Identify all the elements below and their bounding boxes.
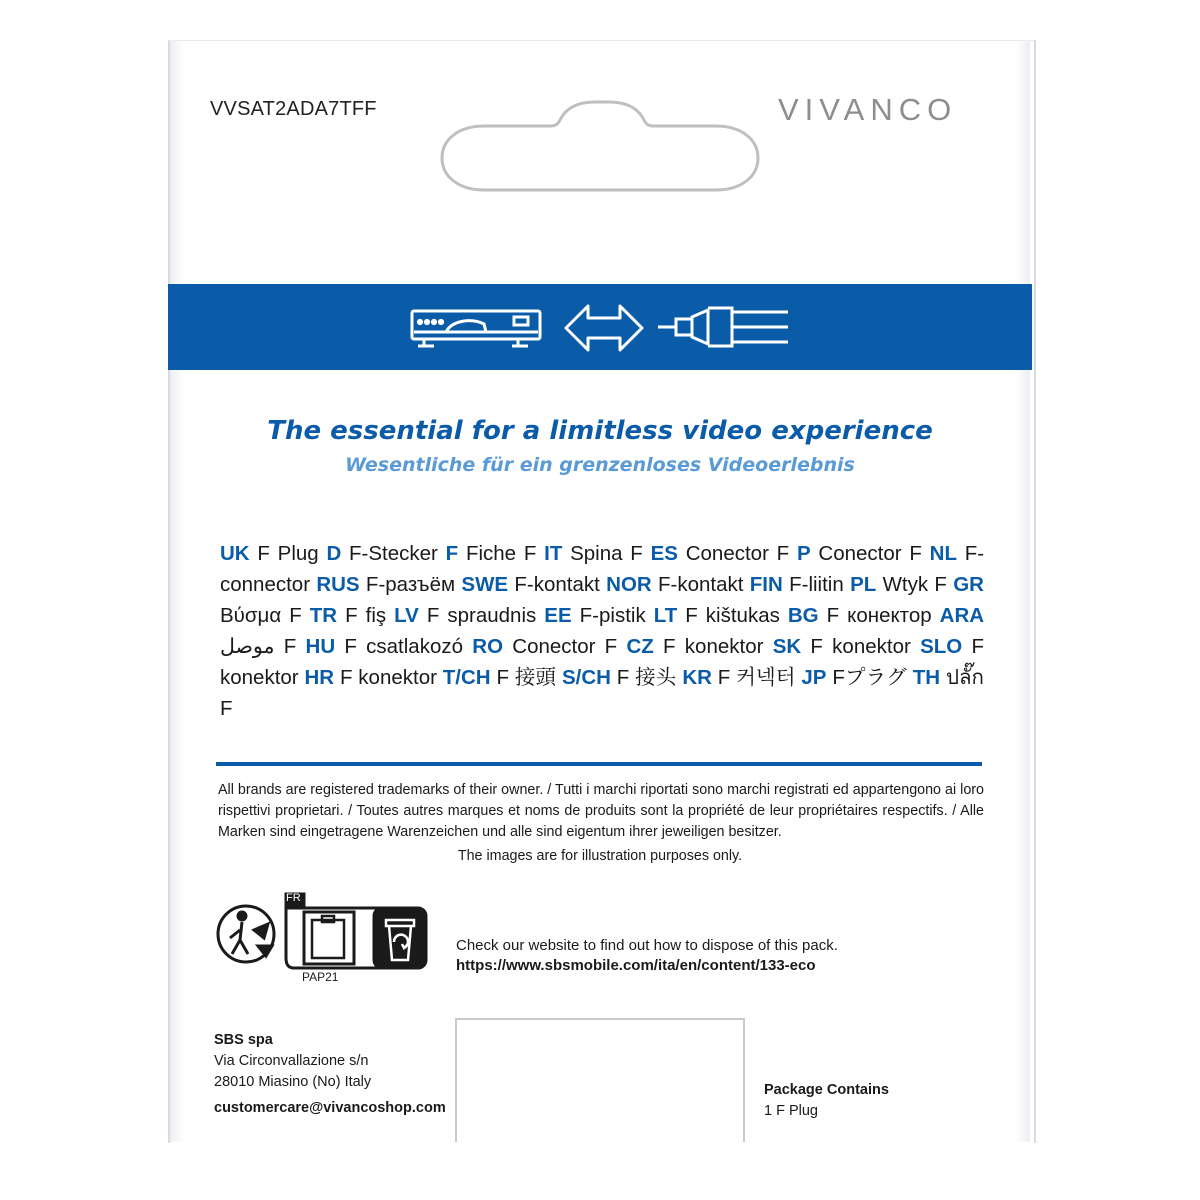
- lang-code: F: [445, 542, 459, 565]
- lang-code: D: [326, 542, 342, 565]
- lang-text: F spraudnis: [426, 604, 537, 627]
- card-edge-shadow-right: [1016, 40, 1030, 1142]
- lang-text: Conector F: [685, 542, 790, 565]
- lang-code: SLO: [920, 635, 963, 658]
- lang-code: KR: [682, 666, 712, 689]
- lang-text: F-kontakt: [658, 573, 744, 596]
- brand-logo: VIVANCO: [778, 92, 958, 127]
- package-item: 1 F Plug: [764, 1103, 818, 1119]
- recycling-info-icons: [214, 890, 434, 972]
- bidirectional-arrow-icon: [566, 306, 642, 350]
- lang-text: Βύσμα F: [220, 604, 302, 627]
- triman-recycling-icon: [218, 906, 274, 962]
- lang-text: F konektor: [810, 635, 911, 658]
- lang-code: LT: [653, 604, 678, 627]
- company-address: [214, 1030, 371, 1093]
- lang-code: UK: [220, 542, 250, 565]
- material-code: PAP21: [302, 970, 339, 984]
- lang-code: SWE: [461, 573, 509, 596]
- lang-text: Conector F: [512, 635, 618, 658]
- company-city: 28010 Miasino (No) Italy: [214, 1074, 372, 1090]
- lang-text: F kištukas: [685, 604, 780, 627]
- lang-code: TR: [309, 604, 338, 627]
- lang-code: NL: [929, 542, 957, 565]
- set-top-box-icon: [412, 311, 540, 346]
- disposal-info: [456, 936, 838, 976]
- connection-banner: [168, 284, 1032, 370]
- package-title: Package Contains: [764, 1082, 889, 1098]
- lang-code: HR: [304, 666, 335, 689]
- pack-panel: [286, 894, 426, 968]
- company-street: Via Circonvallazione s/n: [214, 1053, 369, 1069]
- lang-text: Fプラグ: [832, 666, 907, 689]
- headline-english: The essential for a limitless video experience: [267, 416, 933, 446]
- lang-code: RUS: [316, 573, 360, 596]
- illustration-disclaimer: The images are for illustration purposes only.: [457, 848, 743, 864]
- lang-code: RO: [472, 635, 504, 658]
- lang-text: F konektor: [663, 635, 764, 658]
- product-window: [455, 1018, 745, 1142]
- lang-text: F конектор: [826, 604, 932, 627]
- lang-text: F-kontakt: [514, 573, 600, 596]
- product-sku: VVSAT2ADA7TFF: [210, 98, 377, 120]
- lang-code: SK: [772, 635, 802, 658]
- lang-text: موصل F: [220, 635, 297, 658]
- lang-code: P: [796, 542, 811, 565]
- lang-code: EE: [544, 604, 572, 627]
- lang-text: F-Stecker: [349, 542, 438, 565]
- disposal-link[interactable]: https://www.sbsmobile.com/ita/en/content/133-eco: [456, 957, 816, 974]
- lang-code: JP: [801, 666, 827, 689]
- lang-text: F csatlakozó: [344, 635, 464, 658]
- lang-code: PL: [850, 573, 877, 596]
- customer-care-email[interactable]: customercare@vivancoshop.com: [214, 1100, 446, 1116]
- lang-text: F konektor: [339, 666, 437, 689]
- lang-code: HU: [305, 635, 336, 658]
- lang-text: Fiche F: [465, 542, 537, 565]
- lang-code: T/CH: [442, 666, 491, 689]
- lang-code: IT: [544, 542, 563, 565]
- lang-code: NOR: [606, 573, 652, 596]
- f-plug-connector-icon: [658, 308, 788, 346]
- lang-code: CZ: [626, 635, 654, 658]
- lang-text: F 接头: [616, 666, 677, 689]
- disposal-message: Check our website to find out how to dispose of this pack.: [456, 937, 838, 954]
- language-list: [220, 538, 984, 724]
- lang-code: LV: [394, 604, 419, 627]
- lang-text: F konektor: [220, 635, 984, 689]
- company-name: SBS spa: [214, 1032, 273, 1048]
- lang-text: F-liitin: [789, 573, 844, 596]
- lang-code: TH: [912, 666, 941, 689]
- lang-text: ปลั๊ก F: [220, 666, 984, 720]
- lang-text: Spina F: [570, 542, 643, 565]
- country-badge: FR: [286, 892, 301, 904]
- hang-hole-icon: [440, 100, 760, 196]
- lang-text: F-pistik: [579, 604, 646, 627]
- lang-code: BG: [787, 604, 819, 627]
- lang-text: F-разъём: [365, 573, 456, 596]
- lang-text: F fiş: [345, 604, 387, 627]
- package-contents: [764, 1080, 889, 1122]
- lang-code: ES: [650, 542, 678, 565]
- lang-code: GR: [953, 573, 984, 596]
- lang-code: S/CH: [561, 666, 611, 689]
- lang-text: F 接頭: [496, 666, 557, 689]
- lang-text: F 커넥터: [717, 666, 796, 689]
- lang-text: Wtyk F: [882, 573, 947, 596]
- lang-code: ARA: [939, 604, 985, 627]
- lang-code: FIN: [749, 573, 783, 596]
- lang-text: Conector F: [818, 542, 922, 565]
- section-divider: [216, 762, 982, 766]
- lang-text: F Plug: [257, 542, 319, 565]
- trademark-notice: All brands are registered trademarks of their owner. / Tutti i marchi riportati sono marchi registrati ed appartengono ai loro rispettivi proprietari. / Toutes autres marques et noms de produits sont la propriété de leur propriétaires respectifs. / Alle Marken sind eingetragene Warenzeichen und alle sind eigentum ihrer jeweiligen besitzer.: [218, 782, 984, 840]
- headline-german: Wesentliche für ein grenzenloses Videoerlebnis: [345, 454, 855, 476]
- card-edge-shadow-left: [170, 40, 184, 1142]
- lang-text: F-connector: [220, 542, 985, 596]
